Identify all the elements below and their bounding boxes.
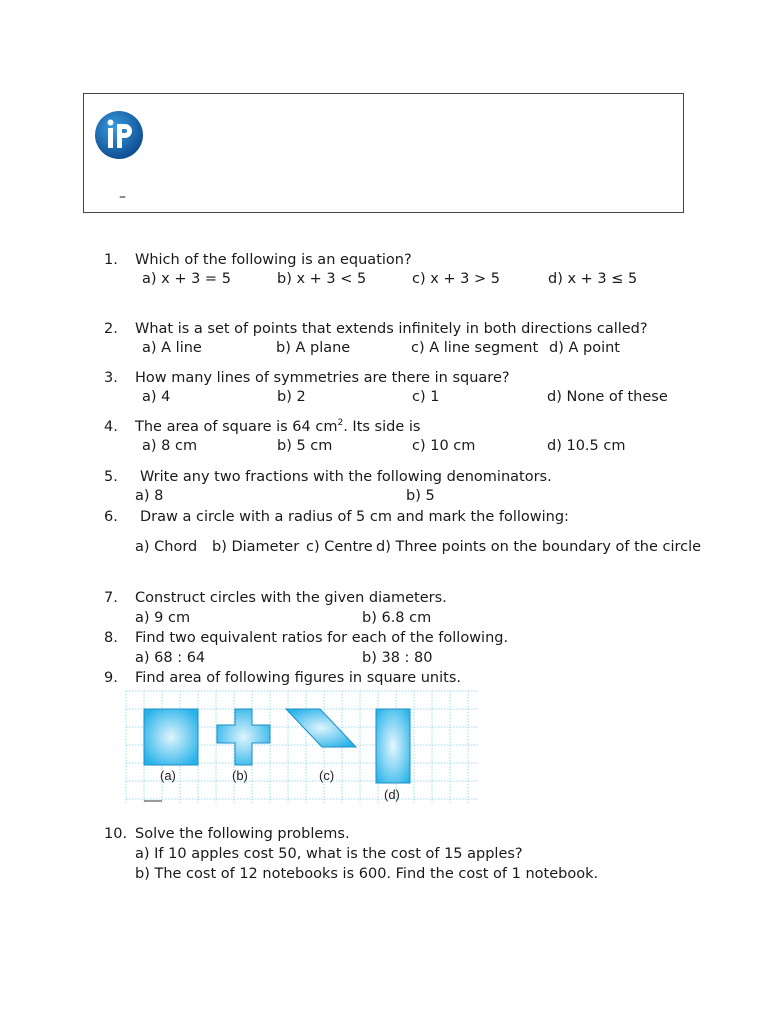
question-text: What is a set of points that extends infinitely in both directions called? (135, 321, 648, 337)
header-box (83, 93, 684, 213)
question-text: Draw a circle with a radius of 5 cm and mark the following: (140, 509, 569, 525)
question-text: Which of the following is an equation? (135, 252, 412, 268)
option-b: b) 5 (406, 488, 435, 504)
figure-label-c: (c) (319, 768, 335, 783)
question-number: 10. (104, 826, 128, 842)
question-number: 6. (104, 509, 118, 525)
option-a: a) Chord (135, 539, 198, 555)
question-text: How many lines of symmetries are there in square? (135, 370, 510, 386)
shape-d (376, 709, 410, 783)
option-a: a) x + 3 = 5 (142, 271, 231, 287)
question-text: Find two equivalent ratios for each of the following. (135, 630, 509, 646)
option-a: a) 8 cm (142, 438, 198, 454)
superscript: 2 (337, 418, 344, 428)
question-number: 5. (104, 469, 118, 485)
option-b: b) A plane (276, 340, 351, 356)
option-d: d) Three points on the boundary of the circle (376, 539, 702, 555)
question-text-main: The area of square is 64 cm (135, 419, 338, 435)
option-d: d) 10.5 cm (547, 438, 626, 454)
ip-logo-icon (94, 110, 144, 160)
option-b: b) 2 (277, 389, 306, 405)
figure-label-d: (d) (384, 787, 400, 802)
shape-a (144, 709, 198, 765)
option-b: b) x + 3 < 5 (277, 271, 367, 287)
question-number: 3. (104, 370, 118, 386)
figure-label-b: (b) (232, 768, 248, 783)
option-a: a) 68 : 64 (135, 650, 206, 666)
option-c: c) 10 cm (412, 438, 476, 454)
option-a: a) 9 cm (135, 610, 191, 626)
question-number: 2. (104, 321, 118, 337)
option-a: a) A line (142, 340, 202, 356)
option-b: b) Diameter (212, 539, 300, 555)
question-number: 4. (104, 419, 118, 435)
option-d: d) x + 3 ≤ 5 (548, 271, 638, 287)
option-b: b) 38 : 80 (362, 650, 433, 666)
header-dash: – (119, 189, 126, 205)
question-number: 8. (104, 630, 118, 646)
option-d: d) A point (549, 340, 620, 356)
question-text (135, 420, 420, 435)
question-number: 7. (104, 590, 118, 606)
option-c: c) 1 (412, 389, 440, 405)
grid-figure (124, 689, 480, 805)
question-text-end: . Its side is (343, 419, 421, 435)
question-text: Write any two fractions with the following denominators. (140, 469, 552, 485)
question-text: Construct circles with the given diameters. (135, 590, 447, 606)
shape-b (217, 709, 270, 765)
option-b: b) 5 cm (277, 438, 333, 454)
option-b: b) The cost of 12 notebooks is 600. Find the cost of 1 notebook. (135, 866, 599, 882)
option-a: a) If 10 apples cost 50, what is the cost of 15 apples? (135, 846, 523, 862)
question-text: Solve the following problems. (135, 826, 350, 842)
option-b: b) 6.8 cm (362, 610, 432, 626)
option-c: c) A line segment (411, 340, 539, 356)
figure-label-a: (a) (160, 768, 176, 783)
option-a: a) 8 (135, 488, 164, 504)
option-c: c) x + 3 > 5 (412, 271, 501, 287)
question-number: 9. (104, 670, 118, 686)
shape-c (286, 709, 356, 747)
option-c: c) Centre (306, 539, 373, 555)
question-text: Find area of following figures in square units. (135, 670, 461, 686)
option-a: a) 4 (142, 389, 171, 405)
question-number: 1. (104, 252, 118, 268)
option-d: d) None of these (547, 389, 668, 405)
